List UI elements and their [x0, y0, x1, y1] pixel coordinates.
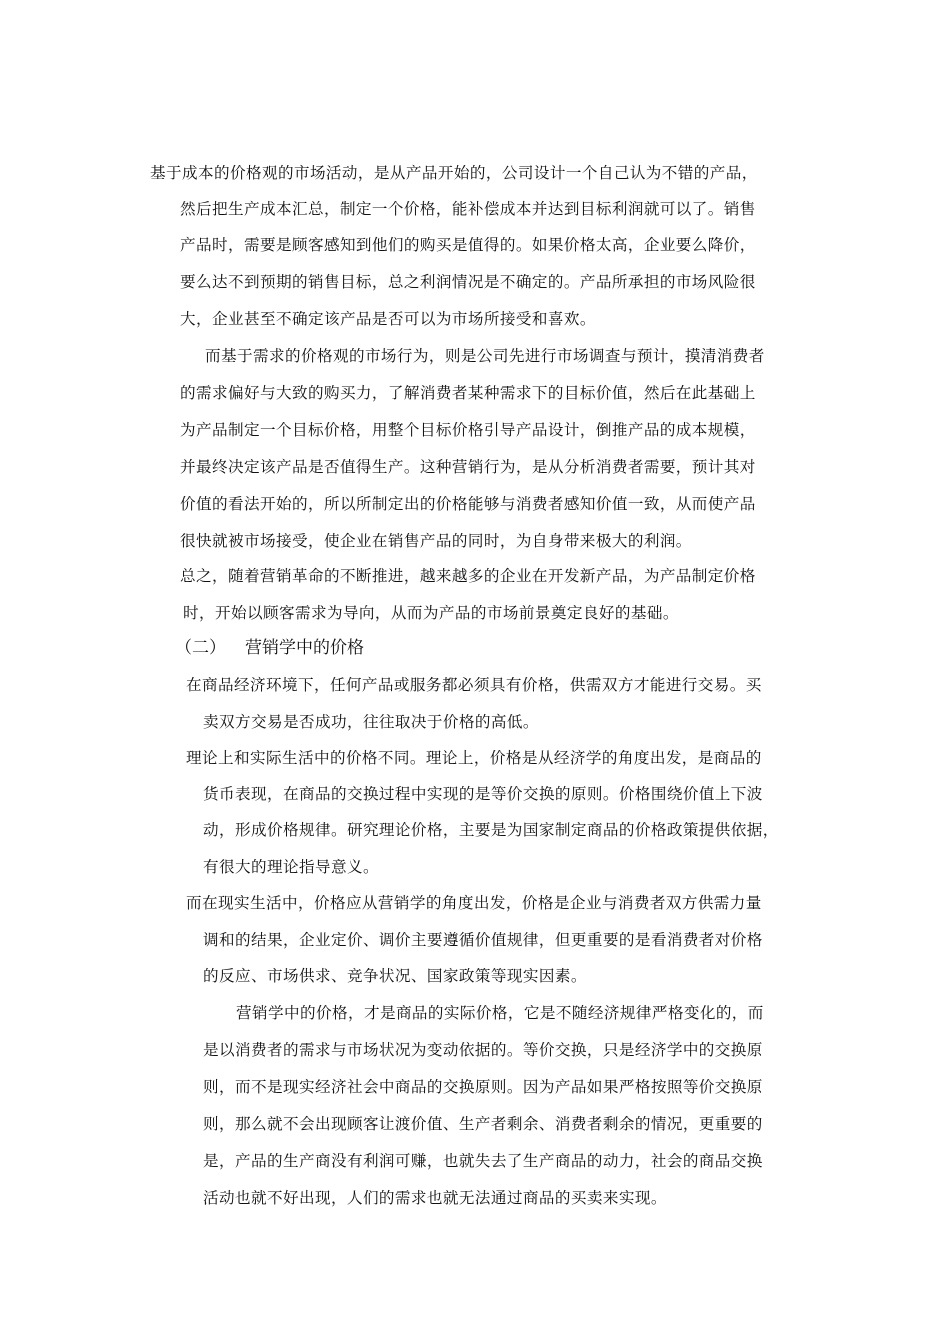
paragraph-line: 有很大的理论指导意义。 — [203, 858, 379, 876]
paragraph-line: 动，形成价格规律。研究理论价格，主要是为国家制定商品的价格政策提供依据， — [203, 821, 779, 839]
paragraph-line: 的反应、市场供求、竞争状况、国家政策等现实因素。 — [203, 967, 587, 985]
paragraph-line: 是，产品的生产商没有利润可赚，也就失去了生产商品的动力，社会的商品交换 — [203, 1152, 763, 1170]
paragraph-line: 而在现实生活中，价格应从营销学的角度出发，价格是企业与消费者双方供需力量 — [186, 894, 762, 912]
paragraph-line: 是以消费者的需求与市场状况为变动依据的。等价交换，只是经济学中的交换原 — [203, 1041, 763, 1059]
paragraph-line: 在商品经济环境下，任何产品或服务都必须具有价格，供需双方才能进行交易。买 — [186, 676, 762, 694]
paragraph-line: 营销学中的价格，才是商品的实际价格，它是不随经济规律严格变化的，而 — [236, 1004, 764, 1022]
paragraph-line: 要么达不到预期的销售目标，总之利润情况是不确定的。产品所承担的市场风险很 — [180, 273, 756, 291]
paragraph-line: 货币表现，在商品的交换过程中实现的是等价交换的原则。价格围绕价值上下波 — [203, 785, 763, 803]
paragraph-line: 基于成本的价格观的市场活动，是从产品开始的，公司设计一个自己认为不错的产品， — [150, 164, 758, 182]
paragraph-line: 调和的结果，企业定价、调价主要遵循价值规律，但更重要的是看消费者对价格 — [203, 931, 763, 949]
paragraph-line: 则，而不是现实经济社会中商品的交换原则。因为产品如果严格按照等价交换原 — [203, 1078, 763, 1096]
paragraph-line: 总之，随着营销革命的不断推进，越来越多的企业在开发新产品，为产品制定价格 — [180, 567, 756, 585]
paragraph-line: 理论上和实际生活中的价格不同。理论上，价格是从经济学的角度出发，是商品的 — [186, 749, 762, 767]
paragraph-line: 价值的看法开始的，所以所制定出的价格能够与消费者感知价值一致，从而使产品 — [180, 495, 756, 513]
paragraph-line: 而基于需求的价格观的市场行为，则是公司先进行市场调查与预计，摸清消费者 — [205, 347, 765, 365]
paragraph-line: 并最终决定该产品是否值得生产。这种营销行为，是从分析消费者需要，预计其对 — [180, 458, 756, 476]
section-heading-number: （二） — [175, 638, 226, 658]
paragraph-line: 为产品制定一个目标价格，用整个目标价格引导产品设计，倒推产品的成本规模， — [180, 421, 756, 439]
paragraph-line: 卖双方交易是否成功，往往取决于价格的高低。 — [203, 713, 539, 731]
paragraph-line: 则，那么就不会出现顾客让渡价值、生产者剩余、消费者剩余的情况，更重要的 — [203, 1115, 763, 1133]
paragraph-line: 活动也就不好出现，人们的需求也就无法通过商品的买卖来实现。 — [203, 1189, 667, 1207]
paragraph-line: 很快就被市场接受，使企业在销售产品的同时，为自身带来极大的利润。 — [180, 532, 692, 550]
paragraph-line: 然后把生产成本汇总，制定一个价格，能补偿成本并达到目标利润就可以了。销售 — [180, 200, 756, 218]
paragraph-line: 的需求偏好与大致的购买力，了解消费者某种需求下的目标价值，然后在此基础上 — [180, 384, 756, 402]
section-heading-title: 营销学中的价格 — [245, 638, 364, 658]
paragraph-line: 时，开始以顾客需求为导向，从而为产品的市场前景奠定良好的基础。 — [183, 604, 679, 622]
paragraph-line: 产品时，需要是顾客感知到他们的购买是值得的。如果价格太高，企业要么降价， — [180, 236, 756, 254]
paragraph-line: 大，企业甚至不确定该产品是否可以为市场所接受和喜欢。 — [180, 310, 596, 328]
